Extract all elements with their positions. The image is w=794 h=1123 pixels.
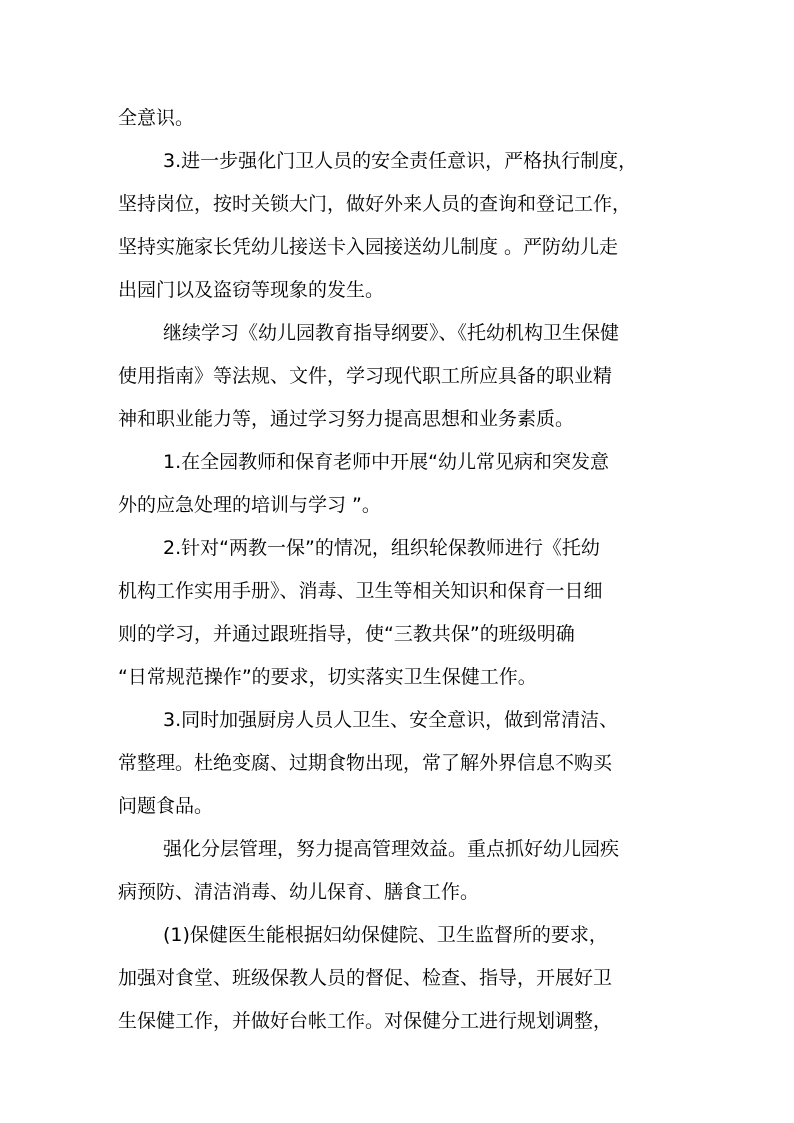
text-line: 病预防、清洁消毒、幼儿保育、膳食工作。 [118, 881, 480, 903]
text-line: 强化分层管理，努力提高管理效益。重点抓好幼儿园疾 [163, 838, 620, 860]
text-line: 神和职业能力等，通过学习努力提高思想和业务素质。 [118, 408, 575, 430]
text-line: (1)保健医生能根据妇幼保健院、卫生监督所的要求， [163, 924, 608, 946]
text-line: 坚持实施家长凭幼儿接送卡入园接送幼儿制度 。严防幼儿走 [118, 236, 619, 258]
text-line: 3.进一步强化门卫人员的安全责任意识，严格执行制度， [163, 150, 638, 172]
text-line: 坚持岗位，按时关锁大门，做好外来人员的查询和登记工作， [118, 193, 632, 215]
text-line: 1.在全园教师和保育老师中开展“幼儿常见病和突发意 [163, 451, 609, 473]
text-line: 常整理。杜绝变腐、过期食物出现，常了解外界信息不购买 [118, 752, 613, 774]
text-line: 3.同时加强厨房人员人卫生、安全意识，做到常清洁、 [163, 709, 619, 731]
text-line: 则的学习，并通过跟班指导，使“三教共保”的班级明确 [118, 623, 575, 645]
text-line: 生保健工作，并做好台帐工作。对保健分工进行规划调整， [118, 1010, 613, 1032]
text-line: 全意识。 [118, 107, 195, 129]
text-line: “日常规范操作”的要求，切实落实卫生保健工作。 [118, 666, 537, 688]
text-line: 加强对食堂、班级保教人员的督促、检查、指导，开展好卫 [118, 967, 613, 989]
text-line: 问题食品。 [118, 795, 214, 817]
text-line: 继续学习《幼儿园教育指导纲要》、《托幼机构卫生保健 [163, 322, 620, 344]
text-line: 外的应急处理的培训与学习 ”。 [118, 494, 381, 516]
text-line: 使用指南》等法规、文件，学习现代职工所应具备的职业精 [118, 365, 613, 387]
text-line: 机构工作实用手册》、消毒、卫生等相关知识和保育一日细 [118, 580, 603, 602]
text-line: 2.针对“两教一保”的情况，组织轮保教师进行《托幼 [163, 537, 600, 559]
text-line: 出园门以及盗窃等现象的发生。 [118, 279, 385, 301]
